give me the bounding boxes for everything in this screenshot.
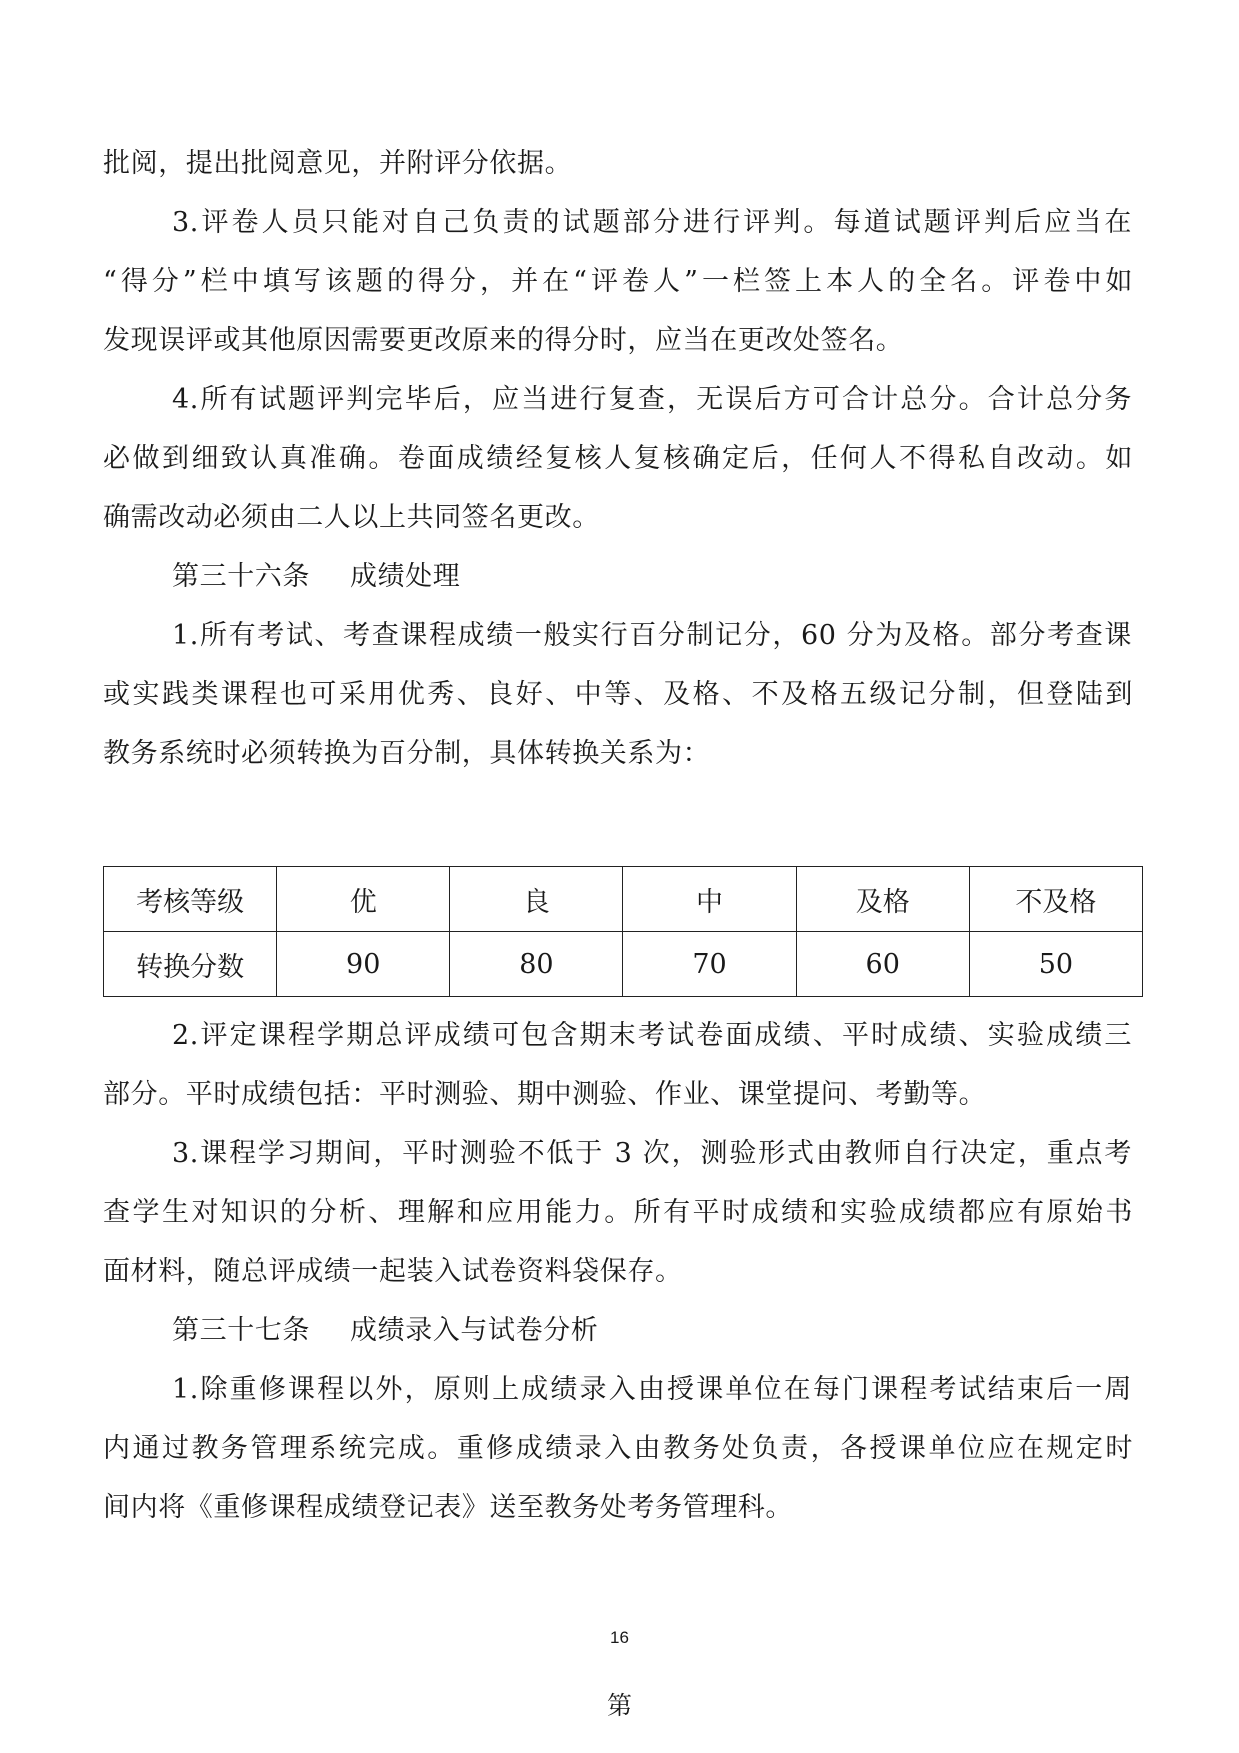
table-header-cell: 不及格 — [969, 867, 1142, 932]
article-title: 成绩处理 — [350, 561, 461, 592]
paragraph-line: 批阅，提出批阅意见，并附评分依据。 — [103, 148, 573, 179]
paragraph-line: “得分”栏中填写该题的得分，并在“评卷人”一栏签上本人的全名。评卷中如 — [103, 266, 1133, 297]
paragraph-line: 发现误评或其他原因需要更改原来的得分时，应当在更改处签名。 — [103, 325, 904, 356]
table-header-cell: 中 — [623, 867, 796, 932]
article-heading-37 — [172, 1311, 1132, 1351]
paragraph-line: 面材料，随总评成绩一起装入试卷资料袋保存。 — [103, 1256, 683, 1287]
table-row — [104, 867, 1143, 932]
paragraph-line: 内通过教务管理系统完成。重修成绩录入由教务处负责，各授课单位应在规定时 — [103, 1433, 1133, 1464]
table-header-cell: 优 — [277, 867, 450, 932]
grade-conversion-table — [103, 866, 1143, 997]
page-number: 16 — [610, 1628, 629, 1647]
paragraph-line: 4.所有试题评判完毕后，应当进行复查，无误后方可合计总分。合计总分务 — [172, 384, 1132, 415]
table-cell: 80 — [450, 932, 623, 997]
article-number: 第三十六条 — [172, 561, 310, 592]
table-header-cell: 及格 — [796, 867, 969, 932]
paragraph-line: 教务系统时必须转换为百分制，具体转换关系为： — [103, 738, 711, 769]
table-cell: 70 — [623, 932, 796, 997]
paragraph-line: 查学生对知识的分析、理解和应用能力。所有平时成绩和实验成绩都应有原始书 — [103, 1197, 1133, 1228]
paragraph-line: 3.课程学习期间，平时测验不低于 3 次，测验形式由教师自行决定，重点考 — [172, 1138, 1132, 1169]
paragraph-line: 确需改动必须由二人以上共同签名更改。 — [103, 502, 600, 533]
paragraph-line: 间内将《重修课程成绩登记表》送至教务处考务管理科。 — [103, 1492, 793, 1523]
table-header-cell: 良 — [450, 867, 623, 932]
footer-text: 第 — [606, 1691, 632, 1720]
paragraph-line: 2.评定课程学期总评成绩可包含期末考试卷面成绩、平时成绩、实验成绩三 — [172, 1020, 1132, 1051]
table-header-cell: 考核等级 — [104, 867, 277, 932]
paragraph-line: 1.除重修课程以外，原则上成绩录入由授课单位在每门课程考试结束后一周 — [172, 1374, 1132, 1405]
paragraph-line: 部分。平时成绩包括：平时测验、期中测验、作业、课堂提问、考勤等。 — [103, 1079, 987, 1110]
article-title: 成绩录入与试卷分析 — [350, 1315, 599, 1346]
paragraph-line: 必做到细致认真准确。卷面成绩经复核人复核确定后，任何人不得私自改动。如 — [103, 443, 1133, 474]
table-cell: 60 — [796, 932, 969, 997]
table-cell: 90 — [277, 932, 450, 997]
paragraph-line: 1.所有考试、考查课程成绩一般实行百分制记分，60 分为及格。部分考查课 — [172, 620, 1132, 651]
table-cell: 转换分数 — [104, 932, 277, 997]
table-row — [104, 932, 1143, 997]
paragraph-line: 或实践类课程也可采用优秀、良好、中等、及格、不及格五级记分制，但登陆到 — [103, 679, 1133, 710]
table-cell: 50 — [969, 932, 1142, 997]
paragraph-line: 3.评卷人员只能对自己负责的试题部分进行评判。每道试题评判后应当在 — [172, 207, 1132, 238]
article-number: 第三十七条 — [172, 1315, 310, 1346]
article-heading-36 — [172, 557, 1132, 597]
